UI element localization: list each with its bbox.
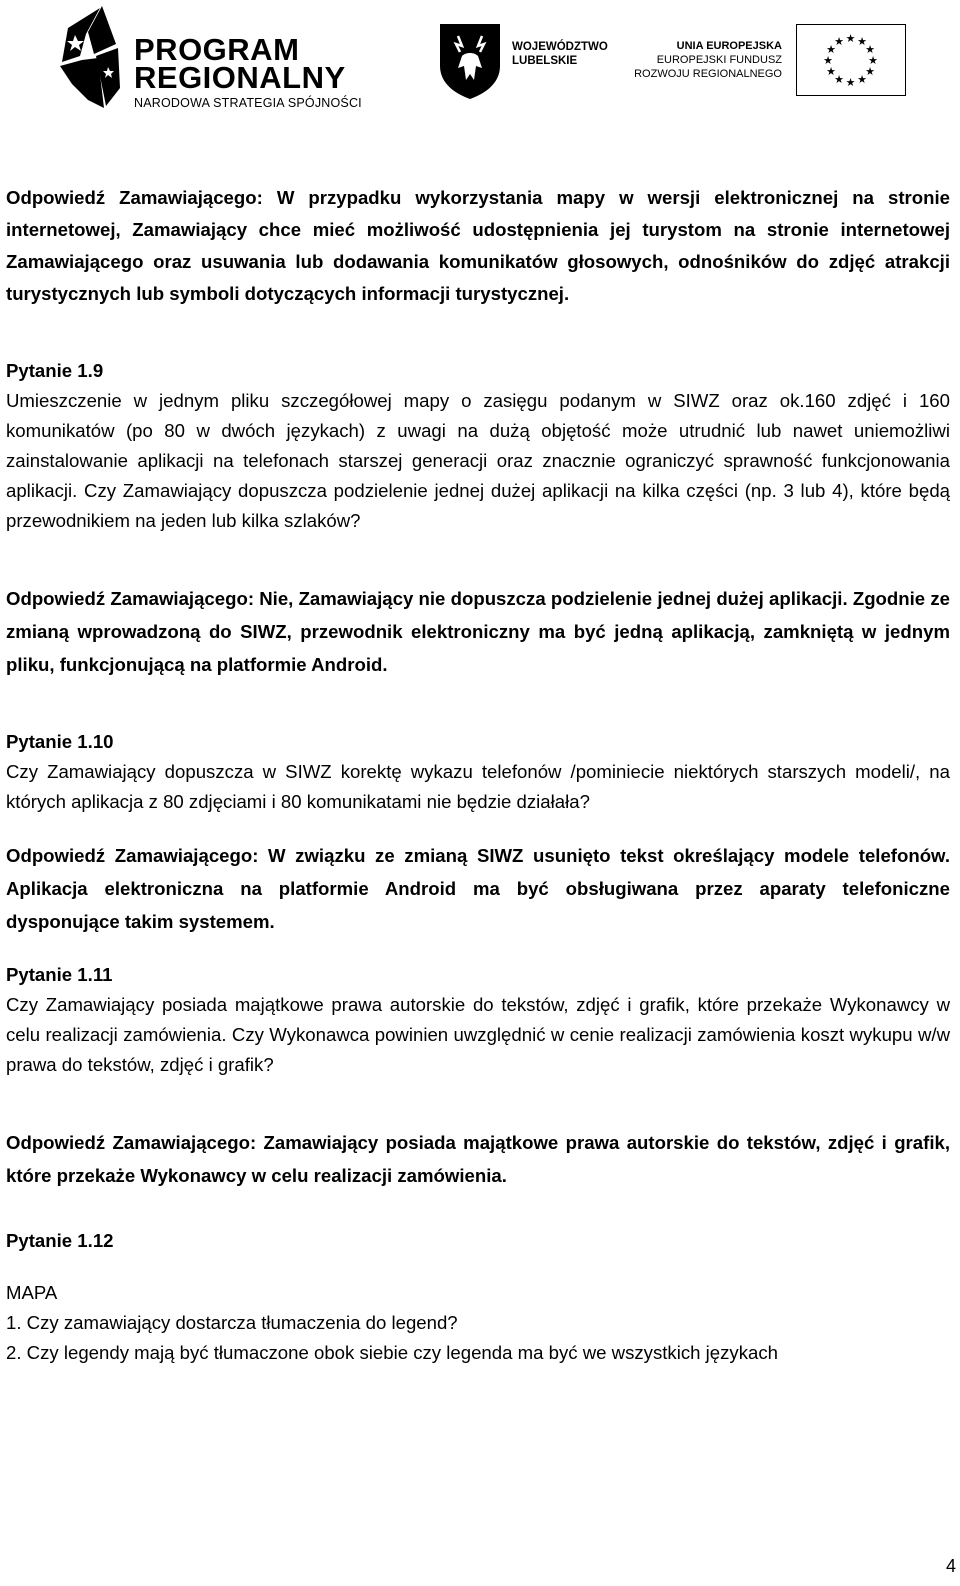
document-header xyxy=(0,0,960,130)
document-body xyxy=(6,182,950,1368)
question-title-1-9: Pytanie 1.9 xyxy=(6,360,104,381)
question-text-1-10: Czy Zamawiający dopuszcza w SIWZ korektę wykazu telefonów /pominiecie niektórych starszych modeli/, na których aplikacja z 80 zdjęciami i 80 komunikatami nie będzie działała? xyxy=(6,761,950,812)
svg-text:★: ★ xyxy=(834,73,844,86)
svg-text:★: ★ xyxy=(868,54,878,67)
section-mapa: MAPA xyxy=(6,1282,58,1303)
svg-text:★: ★ xyxy=(834,35,844,48)
question-text-1-11: Czy Zamawiający posiada majątkowe prawa autorskie do tekstów, zdjęć i grafik, które przekaże Wykonawcy w celu realizacji zamówienia. Czy Wykonawca powinien uwzględnić w cenie realizacji zamówienia koszt wykupu w/w prawa do tekstów, zdjęć i grafik? xyxy=(6,994,950,1075)
svg-text:★: ★ xyxy=(823,54,833,67)
question-title-1-12: Pytanie 1.12 xyxy=(6,1230,114,1251)
list-item: 1. Czy zamawiający dostarcza tłumaczenia do legend? xyxy=(6,1312,458,1333)
program-logo-line1: PROGRAM xyxy=(134,32,300,67)
svg-text:★: ★ xyxy=(826,43,836,56)
lubelskie-logo-line2: LUBELSKIE xyxy=(512,55,578,67)
program-regionalny-logo xyxy=(58,4,388,114)
eu-logo-line2: EUROPEJSKI FUNDUSZ xyxy=(656,54,782,66)
eu-logo-line1: UNIA EUROPEJSKA xyxy=(676,40,782,52)
eu-flag-icon xyxy=(796,24,906,96)
svg-text:★: ★ xyxy=(865,43,875,56)
svg-text:★: ★ xyxy=(826,65,836,78)
eu-stars-icon xyxy=(797,25,904,94)
answer-1-9: Odpowiedź Zamawiającego: Nie, Zamawiający nie dopuszcza podzielenie jednej dużej aplikacji. Zgodnie ze zmianą wprowadzoną do SIWZ, przewodnik elektroniczny ma być jedną aplikacją, zamkniętą w jednym pliku, funkcjonującą na platformie Android. xyxy=(6,588,950,675)
wojewodztwo-lubelskie-logo xyxy=(438,22,618,102)
program-regionalny-emblem-icon xyxy=(58,4,130,114)
svg-text:★: ★ xyxy=(845,32,856,45)
question-title-1-11: Pytanie 1.11 xyxy=(6,964,113,985)
program-logo-line3: NARODOWA STRATEGIA SPÓJNOŚCI xyxy=(134,96,362,110)
unia-europejska-logo xyxy=(634,24,920,104)
page-number: 4 xyxy=(945,1556,956,1576)
answer-1-10: Odpowiedź Zamawiającego: W związku ze zmianą SIWZ usunięto tekst określający modele telefonów. Aplikacja elektroniczna na platformie Android ma być obsługiwana przez aparaty telefoniczne dysponujące takim systemem. xyxy=(6,845,950,932)
svg-text:★: ★ xyxy=(845,76,856,89)
svg-text:★: ★ xyxy=(857,73,867,86)
answer-previous: Odpowiedź Zamawiającego: W przypadku wykorzystania mapy w wersji elektronicznej na stronie internetowej, Zamawiający chce mieć możliwość udostępnienia jej turystom na stronie internetowej Zamawiającego oraz usuwania lub dodawania komunikatów głosowych, odnośników do zdjęć atrakcji turystycznych lub symboli dotyczących informacji turystycznej. xyxy=(6,187,950,304)
answer-1-11: Odpowiedź Zamawiającego: Zamawiający posiada majątkowe prawa autorskie do tekstów, zdjęć i grafik, które przekaże Wykonawcy w celu realizacji zamówienia. xyxy=(6,1132,950,1186)
question-title-1-10: Pytanie 1.10 xyxy=(6,731,114,752)
program-logo-line2: REGIONALNY xyxy=(134,60,346,95)
list-item: 2. Czy legendy mają być tłumaczone obok siebie czy legenda ma być we wszystkich językach xyxy=(6,1342,778,1363)
svg-text:★: ★ xyxy=(865,65,875,78)
lubelskie-logo-line1: WOJEWÓDZTWO xyxy=(512,41,608,53)
svg-text:★: ★ xyxy=(857,35,867,48)
question-text-1-9: Umieszczenie w jednym pliku szczegółowej mapy o zasięgu podanym w SIWZ oraz ok.160 zdjęć i 160 komunikatów (po 80 w dwóch językach) z uwagi na dużą objętość może utrudnić lub nawet uniemożliwi zainstalowanie aplikacji na telefonach starszej generacji oraz znacznie ograniczyć sprawność funkcjonowania aplikacji. Czy Zamawiający dopuszcza podzielenie jednej dużej aplikacji na kilka części (np. 3 lub 4), które będą przewodnikiem na jeden lub kilka szlaków? xyxy=(6,390,950,531)
lubelskie-shield-deer-icon xyxy=(438,22,502,100)
eu-logo-line3: ROZWOJU REGIONALNEGO xyxy=(634,68,782,80)
